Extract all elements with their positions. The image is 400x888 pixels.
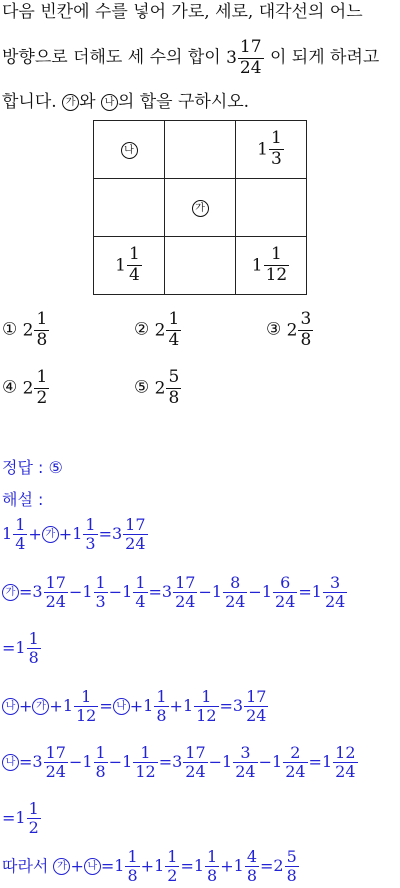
final-prefix: 따라서 (2, 856, 49, 876)
solution-step-5: 나 =3 $\frac{17}{24}$ −1 $\frac{1}{8}$ −1 $\frac{1}{12}$ =3 $\frac{17}{24}$ −1 $\frac{3}{24}$ −1 $\frac{2}{24}$ =1 $\frac{12}{24}$ (2, 744, 359, 782)
grid-cell-empty (165, 237, 236, 295)
problem-line-2-pre: 방향으로 더해도 세 수의 합이 (2, 47, 221, 68)
choice-2[interactable]: ② 2 $\frac{1}{4}$ (134, 309, 180, 350)
grid-cell-empty (236, 179, 307, 237)
target-sum: 3 $\frac{17}{24}$ (226, 37, 262, 78)
grid-cell-empty (94, 179, 165, 237)
grid-cell-empty (165, 121, 236, 179)
choice-5[interactable]: ⑤ 2 $\frac{5}{8}$ (134, 367, 180, 408)
problem-line-2 (2, 38, 379, 78)
grid-cell-1-1-12: 1 $\frac{1}{12}$ (236, 237, 307, 295)
solution-step-2: 가 =3 $\frac{17}{24}$ −1 $\frac{1}{3}$ −1 $\frac{1}{4}$ =3 $\frac{17}{24}$ −1 $\frac{8}{24}$ −1 $\frac{6}{24}$ =1 $\frac{3}{24}$ (2, 574, 348, 612)
grid-cell-na: 나 (94, 121, 165, 179)
problem-line-1: 다음 빈칸에 수를 넣어 가로, 세로, 대각선의 어느 (2, 2, 363, 22)
choice-3[interactable]: ③ 2 $\frac{3}{8}$ (266, 309, 312, 350)
na-marker: 나 (101, 94, 118, 111)
choice-1[interactable]: ① 2 $\frac{1}{8}$ (2, 309, 48, 350)
solution-step-1: 1 $\frac{1}{4}$ + 가 +1 $\frac{1}{3}$ =3 $\frac{17}{24}$ (2, 515, 146, 554)
solution-final: 따라서 가 + 나 =1 $\frac{1}{8}$ +1 $\frac{1}{2}$ =1 $\frac{1}{8}$ +1 $\frac{4}{8}$ =2 $\frac{5}{8}$ (2, 847, 297, 886)
grid-cell-1-1-4: 1 $\frac{1}{4}$ (94, 237, 165, 295)
choice-4[interactable]: ④ 2 $\frac{1}{2}$ (2, 367, 48, 408)
answer-value: ⑤ (48, 458, 63, 477)
problem-line-3: 합니다. 가 와 나 의 합을 구하시오. (2, 92, 250, 112)
grid-cell-1-1-3: 1 $\frac{1}{3}$ (236, 121, 307, 179)
grid-cell-ga: 가 (165, 179, 236, 237)
solution-step-4: 나 + 가 +1 $\frac{1}{12}$ = 나 +1 $\frac{1}{8}$ +1 $\frac{1}{12}$ =3 $\frac{17}{24}$ (2, 688, 269, 726)
solution-step-6: =1 $\frac{1}{2}$ (2, 799, 39, 838)
magic-square-grid (93, 120, 307, 295)
answer-line (2, 455, 63, 478)
problem-line-2-post: 이 되게 하려고 (269, 47, 380, 68)
ga-marker: 가 (62, 94, 79, 111)
solution-step-3: =1 $\frac{1}{8}$ (2, 629, 39, 668)
answer-label: 정답 : (2, 458, 44, 477)
explanation-label: 해설 : (2, 490, 44, 509)
